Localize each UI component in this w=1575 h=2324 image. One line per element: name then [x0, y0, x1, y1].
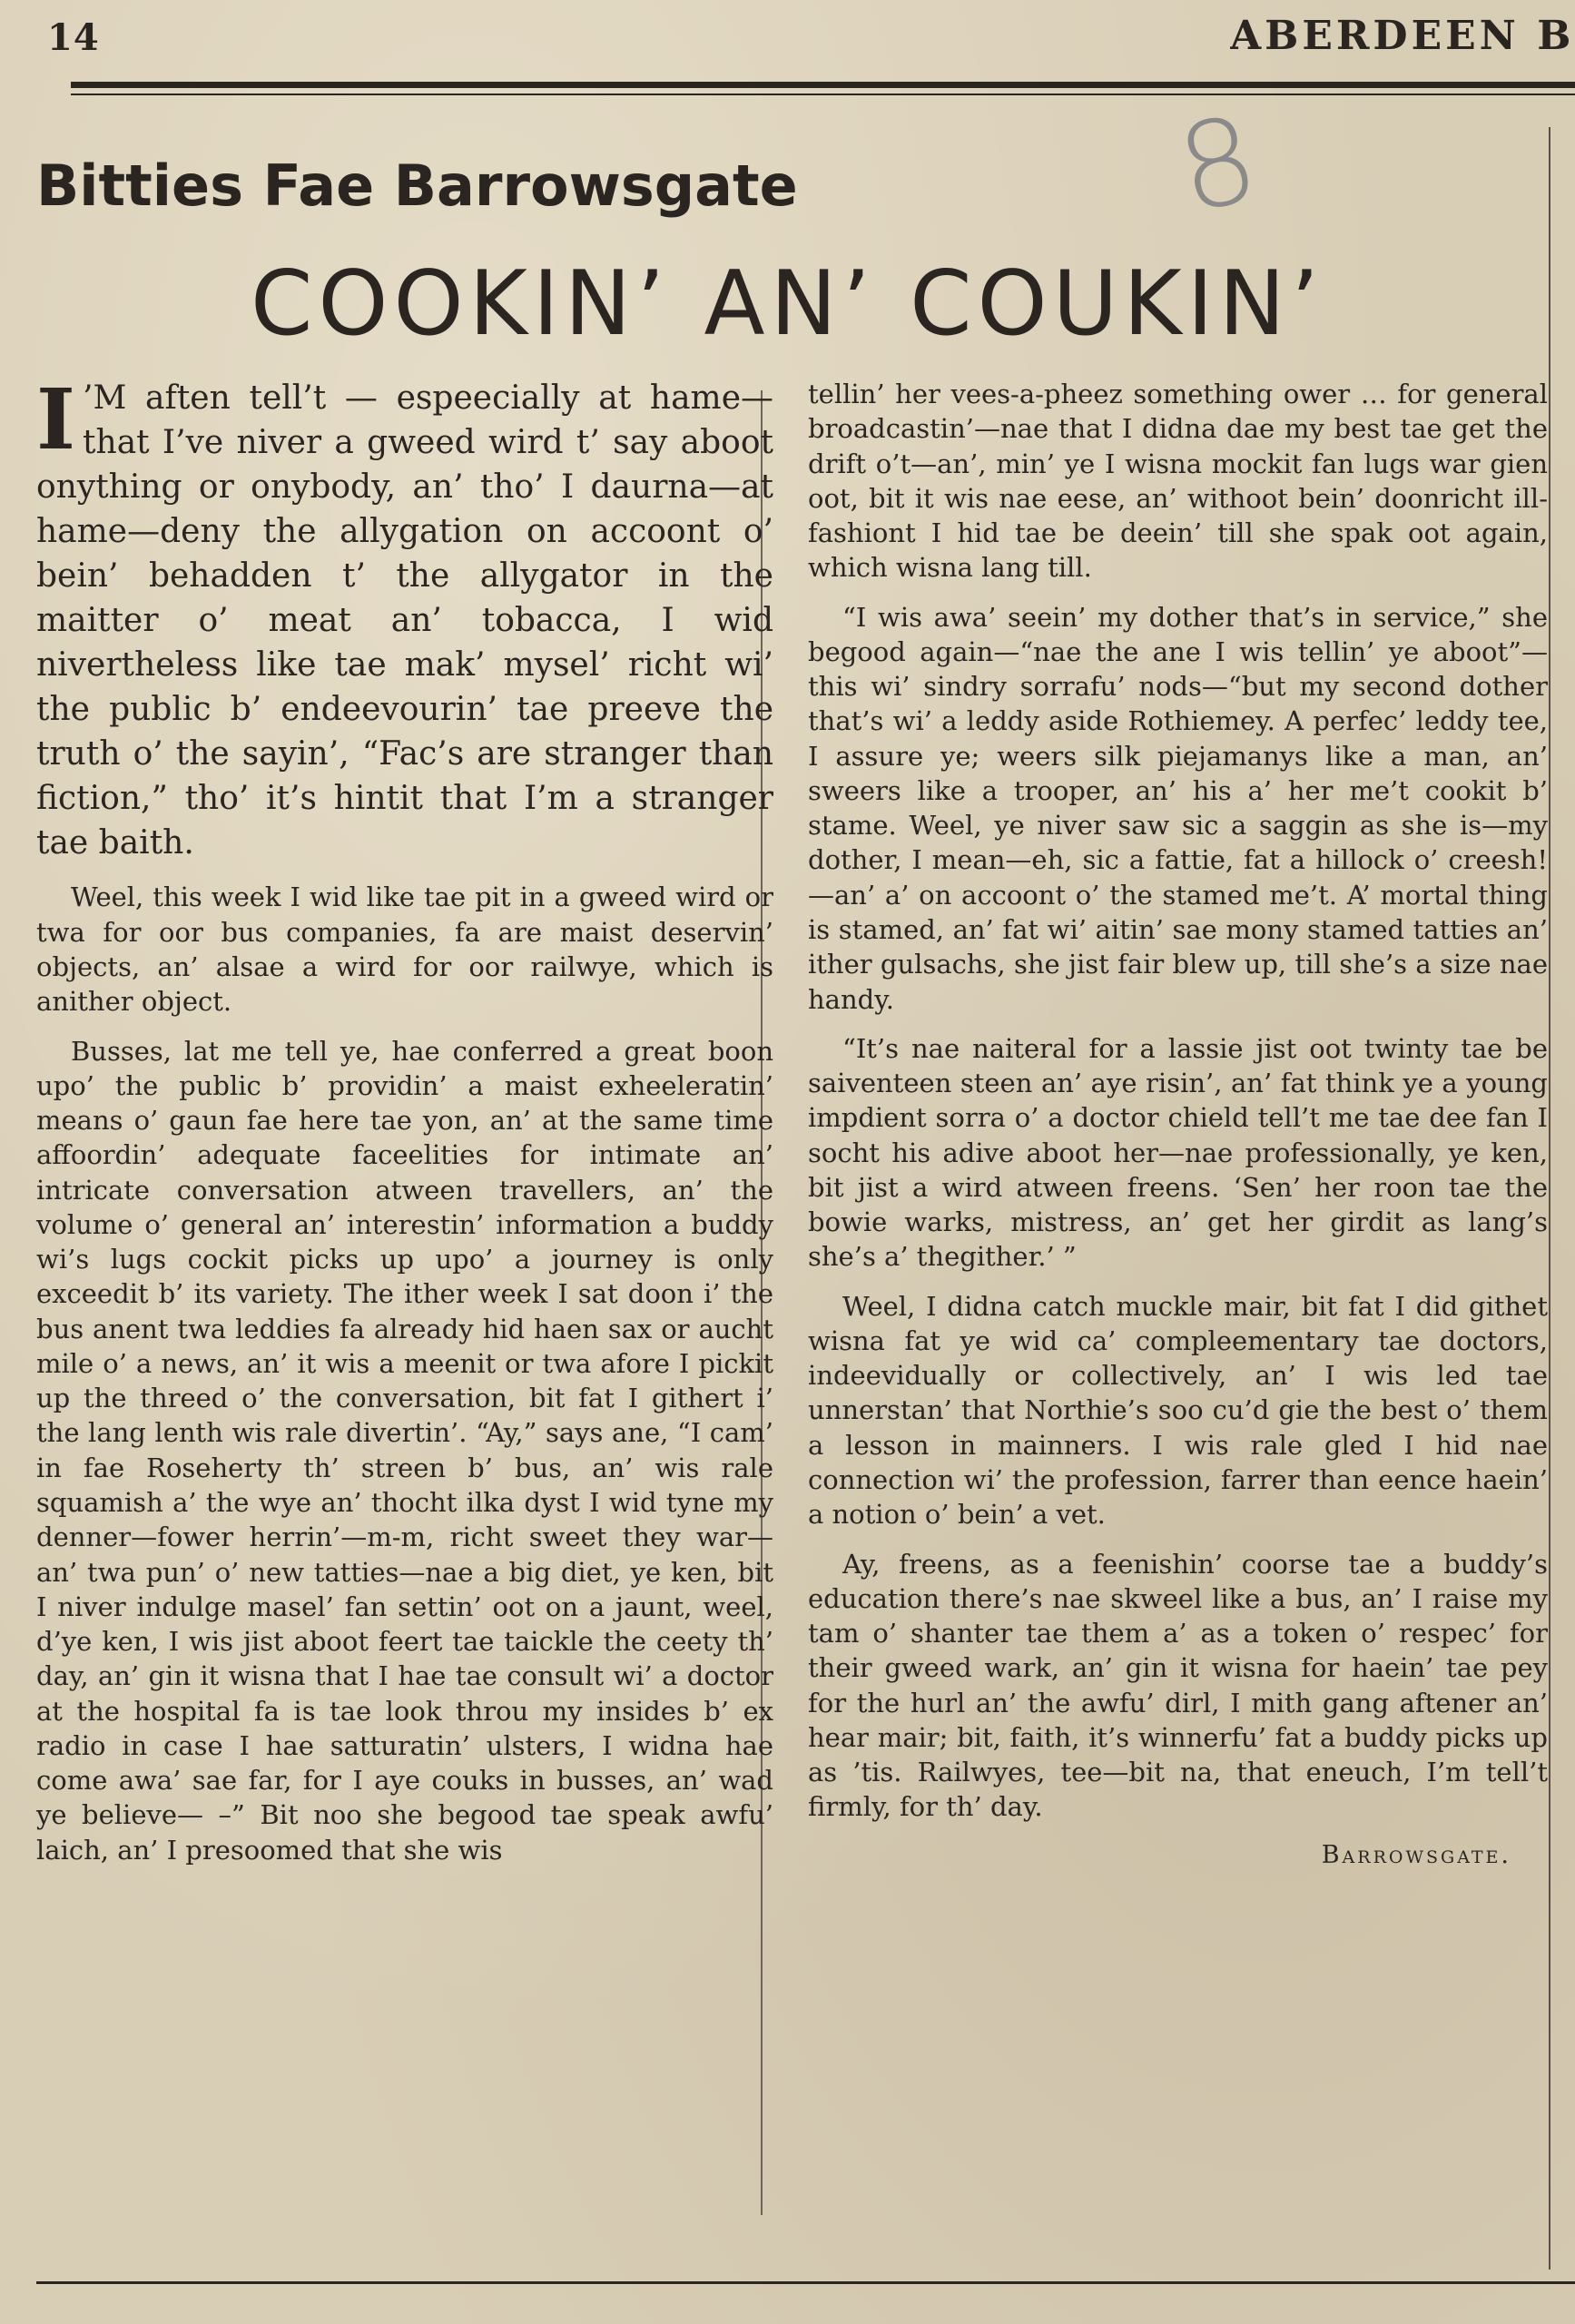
paragraph: Ay, freens, as a feenishin’ coorse tae a buddy’s education there’s nae skweel like a bus, an’ I raise my tam o’ shanter tae them a’ as a token o’ respec’ for their gweed wark, an’ gin it wisna for haein’ tae pey for the hurl an’ the awfu’ dirl, I mith gang aftener an’ hear mair; bit, faith, it’s winnerfu’ fat a buddy picks up as ’tis. Railwyes, tee—bit na, that eneuch, I’m tell’t firmly, for th’ day.	[808, 1548, 1548, 1823]
header-rule-thick	[71, 82, 1575, 88]
drop-cap: I	[36, 370, 76, 468]
right-column	[808, 377, 1548, 1871]
footer-rule	[36, 2281, 1575, 2284]
paragraph: Weel, I didna catch muckle mair, bit fat I did githet wisna fat ye wid ca’ compleementary tae doctors, indeevidually or collectively, an’ I wis led tae unnerstan’ that Northie’s soo cu’d gie the best o’ them a lesson in mainners. I wis rale gled I hid nae connection wi’ the profession, farrer than eence haein’ a notion o’ bein’ a vet.	[808, 1290, 1548, 1531]
paragraph: Weel, this week I wid like tae pit in a gweed wird or twa for oor bus companies, fa are maist deservin’ objects, an’ alsae a wird for oor railwye, which is anither object.	[36, 881, 773, 1018]
header-rule-thin	[71, 94, 1575, 95]
author-signature: Barrowsgate.	[1321, 1840, 1511, 1869]
paragraph: “I wis awa’ seein’ my dother that’s in service,” she begood again—“nae the ane I wis tellin’ ye aboot”—this wi’ sindry sorrafu’ nods—“but my second dother that’s wi’ a leddy aside Rothiemey. A perfec’ leddy tee, I assure ye; weers silk piejamanys like a man, an’ sweers like a trooper, an’ his a’ her me’t cookit b’ stame. Weel, ye niver saw sic a saggin as she is—my dother, I mean—eh, sic a fattie, fat a hillock o’ creesh!—an’ a’ on accoont o’ the stamed me’t. A’ mortal thing is stamed, an’ fat wi’ aitin’ sae mony stamed tatties an’ ither gulsachs, she jist fair blew up, till she’s a size nae handy.	[808, 601, 1548, 1015]
handwritten-mark: 8	[1166, 89, 1269, 240]
paragraph: tellin’ her vees-a-pheez something ower … for general broadcastin’—nae that I didna dae my best tae get the drift o’t—an’, min’ ye I wisna mockit fan lugs war gien oot, bit it wis nae eese, an’ withoot bein’ doonricht ill-fashiont I hid tae be deein’ till she spak oot again, which wisna lang till.	[808, 379, 1548, 584]
right-edge-rule	[1549, 127, 1550, 2270]
series-title: Bitties Fae Barrowsgate	[36, 153, 798, 219]
left-column	[36, 370, 773, 1882]
article-body	[36, 370, 1548, 2229]
paragraph: “It’s nae naiteral for a lassie jist oot twinty tae be saiventeen steen an’ aye risin’, an’ fat think ye a young impdient sorra o’ a doctor chield tell’t me tae dee fan I socht his adive aboot her—nae professionally, ye ken, bit jist a wird atween freens. ‘Sen’ her roon tae the bowie warks, mistress, an’ get her girdit as lang’s she’s a’ thegither.’ ”	[808, 1032, 1548, 1273]
lead-paragraph-text: ’M aften tell’t — espeecially at hame—that I’ve niver a gweed wird t’ say aboot onything or onybody, an’ tho’ I daurna—at hame—deny the allygation on accoont o’ bein’ behadden t’ the allygator in the maitter o’ meat an’ tobacca, I wid nivertheless like tae mak’ mysel’ richt wi’ the public b’ endeevourin’ tae preeve the truth o’ the sayin’, “Fac’s are stranger than fiction,” tho’ it’s hintit that I’m a stranger tae baith.	[36, 379, 773, 862]
page-number: 14	[47, 16, 100, 59]
lead-paragraph	[36, 370, 773, 865]
masthead: ABERDEEN B	[1230, 13, 1575, 59]
headline: COOKIN’ AN’ COUKIN’	[250, 252, 1325, 356]
paragraph: Busses, lat me tell ye, hae conferred a great boon upo’ the public b’ providin’ a maist exheeleratin’ means o’ gaun fae here tae yon, an’ at the same time affoordin’ adequate faceelities for intimate an’ intricate conversation atween travellers, an’ the volume o’ general an’ interestin’ information a buddy wi’s lugs cockit picks up upo’ a journey is only exceedit b’ its variety. The ither week I sat doon i’ the bus anent twa leddies fa already hid haen sax or aucht mile o’ a news, an’ it wis a meenit or twa afore I pickit up the threed o’ the conversation, bit fat I githert i’ the lang lenth wis rale divertin’. “Ay,” says ane, “I cam’ in fae Roseherty th’ streen b’ bus, an’ wis rale squamish a’ the wye an’ thocht ilka dyst I wid tyne my denner—fower herrin’—m-m, richt sweet they war—an’ twa pun’ o’ new tatties—nae a big diet, ye ken, bit I niver indulge masel’ fan settin’ oot on a jaunt, weel, d’ye ken, I wis jist aboot feert tae taickle the ceety th’ day, an’ gin it wisna that I hae tae consult wi’ a doctor at the hospital fa is tae look throu my insides b’ ex radio in case I hae satturatin’ ulsters, I widna hae come awa’ sae far, for I aye couks in busses, an’ wad ye believe— –” Bit noo she begood tae speak awfu’ laich, an’ I presoomed that she wis	[36, 1035, 773, 1866]
